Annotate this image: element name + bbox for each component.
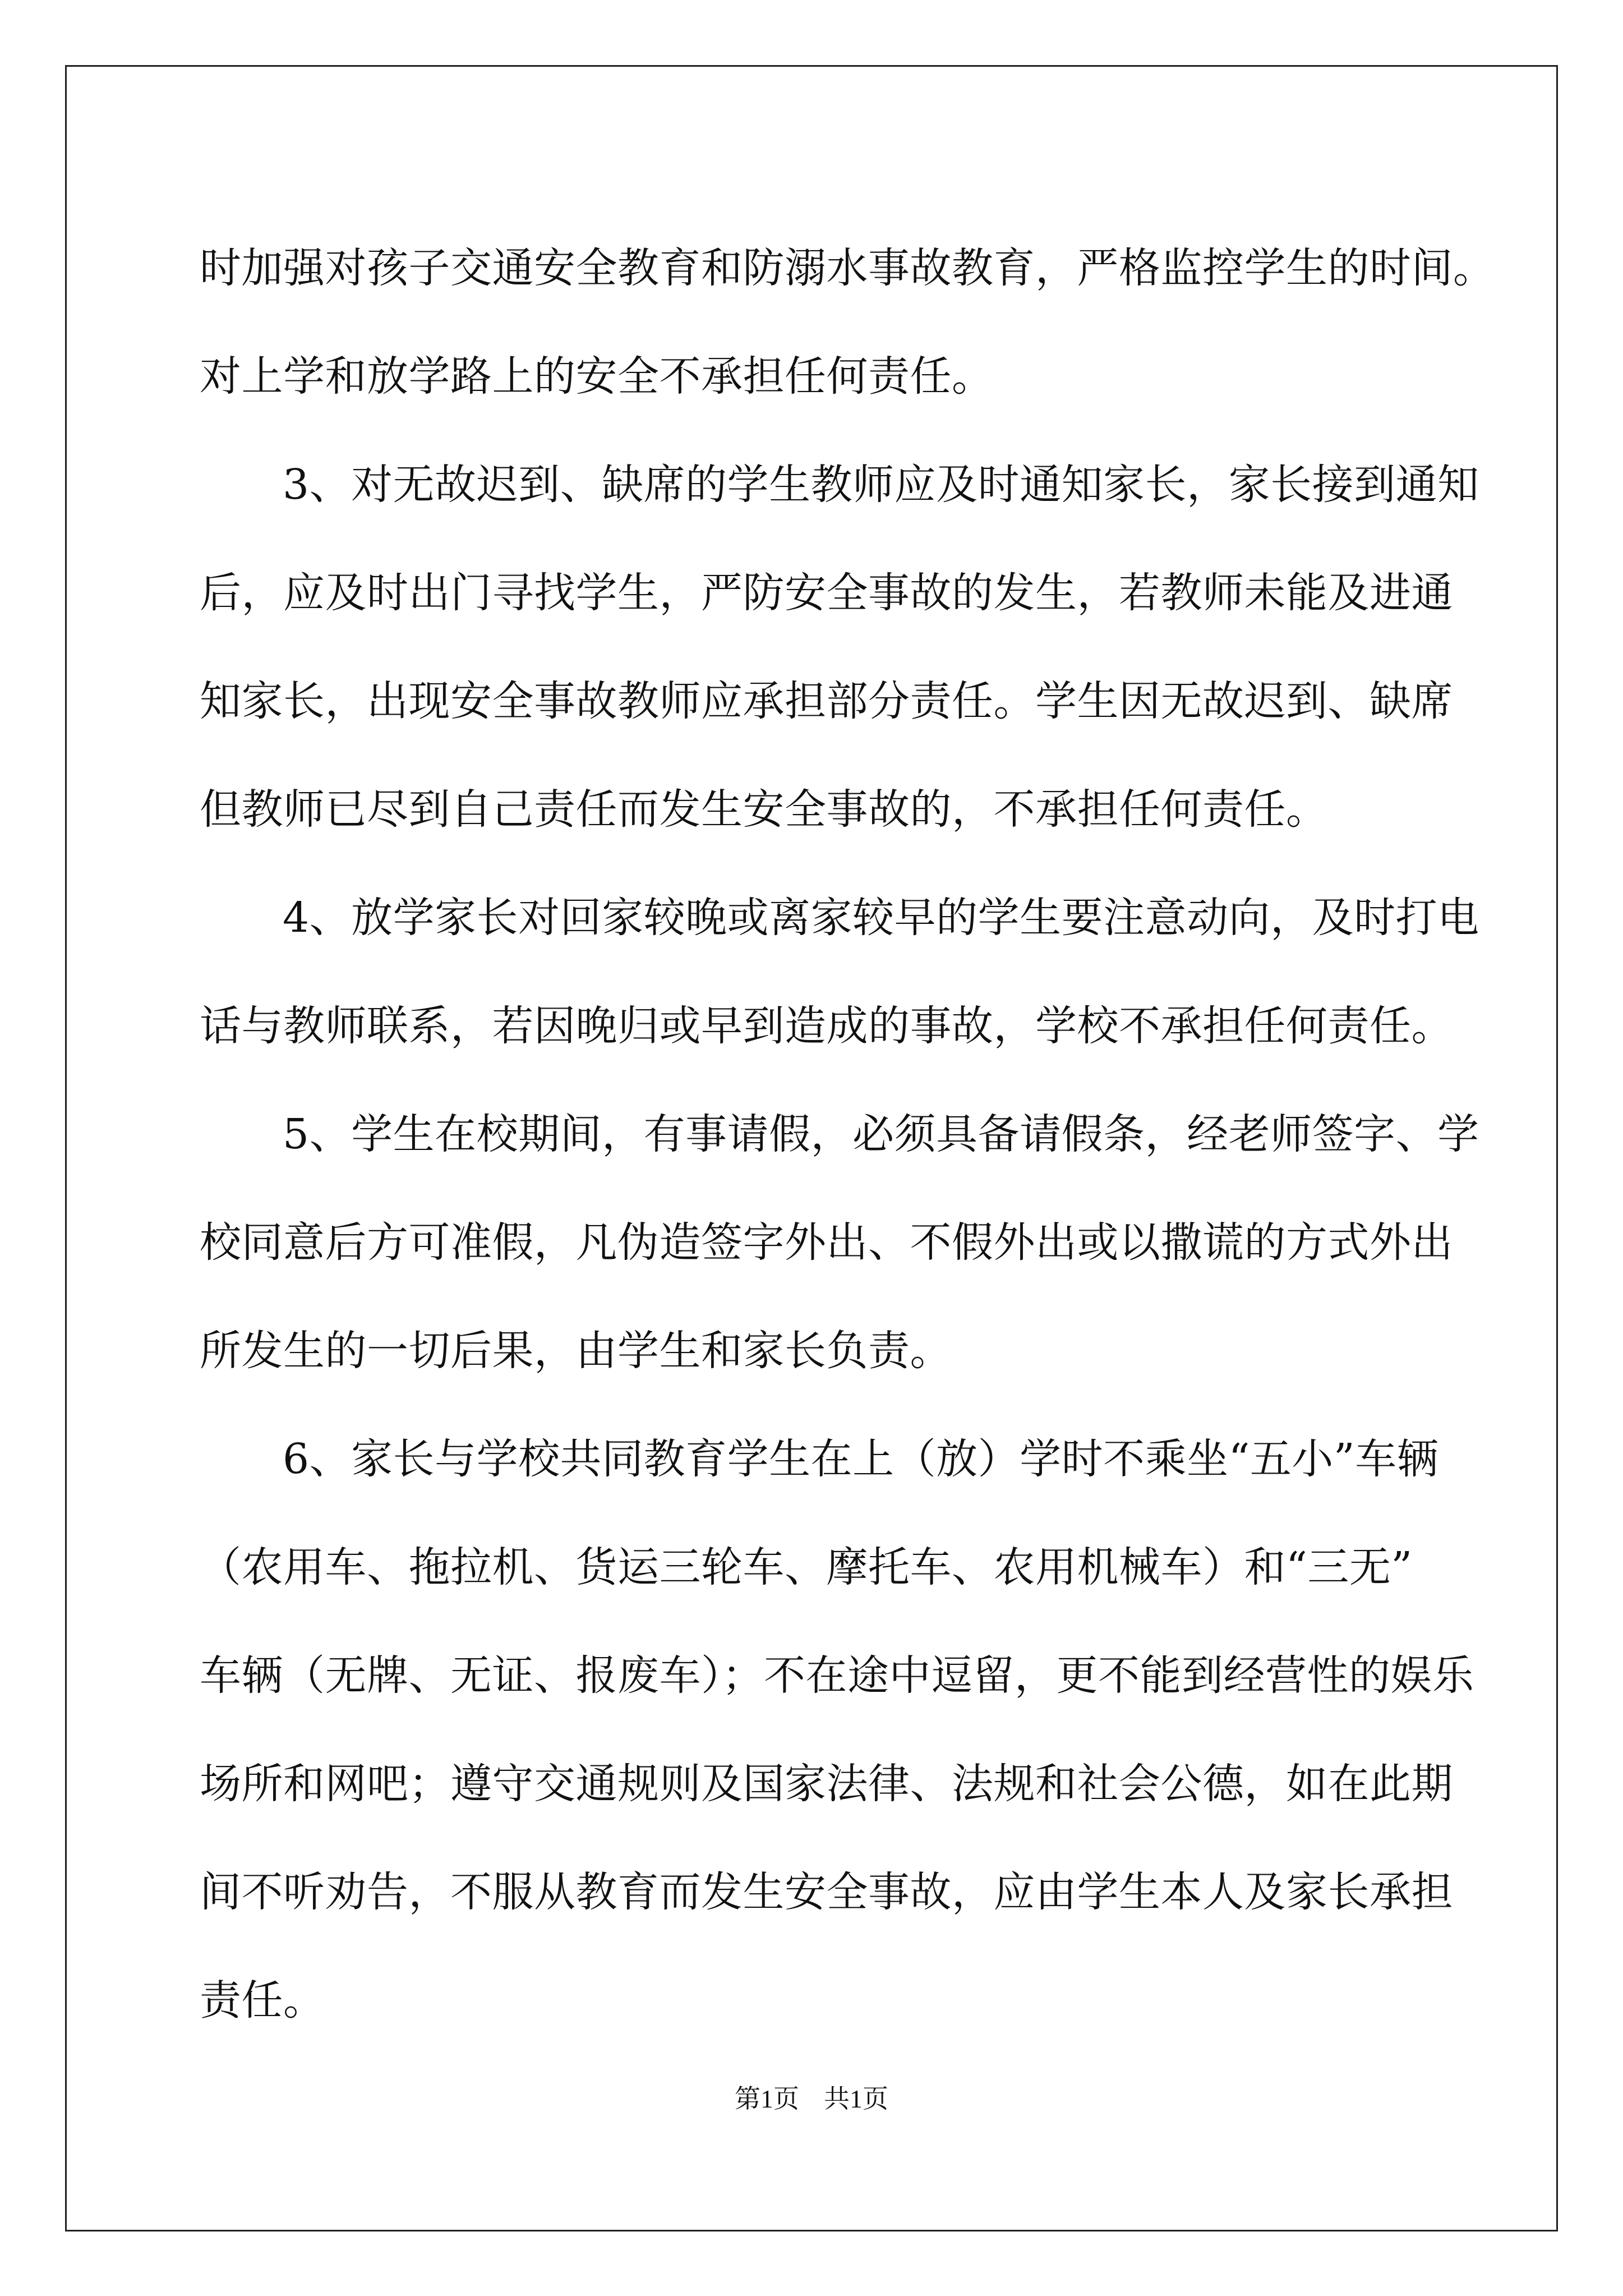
text-line: 对上学和放学路上的安全不承担任何责任。 — [200, 352, 994, 401]
text-line: 所发生的一切后果，由学生和家长负责。 — [200, 1327, 952, 1375]
page-number: 第1页 — [735, 2085, 799, 2113]
text-line-item-4: 4、放学家长对回家较晚或离家较早的学生要注意动向，及时打电 — [283, 894, 1479, 942]
text-line: 话与教师联系，若因晚归或早到造成的事故，学校不承担任何责任。 — [200, 1002, 1453, 1050]
text-line: 但教师已尽到自己责任而发生安全事故的，不承担任何责任。 — [200, 785, 1328, 834]
text-line: 责任。 — [200, 1976, 325, 2024]
text-line: 场所和网吧；遵守交通规则及国家法律、法规和社会公德，如在此期 — [200, 1760, 1453, 1808]
text-line: 间不听劝告，不服从教育而发生安全事故，应由学生本人及家长承担 — [200, 1868, 1453, 1916]
text-line-item-3: 3、对无故迟到、缺席的学生教师应及时通知家长，家长接到通知 — [283, 461, 1479, 509]
document-body — [200, 214, 1495, 2055]
text-line: 时加强对孩子交通安全教育和防溺水事故教育，严格监控学生的时间。 — [200, 244, 1495, 292]
text-line: 知家长，出现安全事故教师应承担部分责任。学生因无故迟到、缺席 — [200, 677, 1453, 725]
text-line: 后，应及时出门寻找学生，严防安全事故的发生，若教师未能及进通 — [200, 569, 1453, 617]
text-line-item-5: 5、学生在校期间，有事请假，必须具备请假条，经老师签字、学 — [283, 1110, 1479, 1158]
text-line: 校同意后方可准假，凡伪造签字外出、不假外出或以撒谎的方式外出 — [200, 1218, 1453, 1267]
page-footer — [0, 2078, 1623, 2115]
text-line-item-6: 6、家长与学校共同教育学生在上（放）学时不乘坐“五小”车辆 — [283, 1435, 1439, 1483]
text-line: 车辆（无牌、无证、报废车）；不在途中逗留，更不能到经营性的娱乐 — [200, 1651, 1474, 1700]
text-line: （农用车、拖拉机、货运三轮车、摩托车、农用机械车）和“三无” — [200, 1543, 1413, 1591]
page-total: 共1页 — [824, 2085, 888, 2113]
